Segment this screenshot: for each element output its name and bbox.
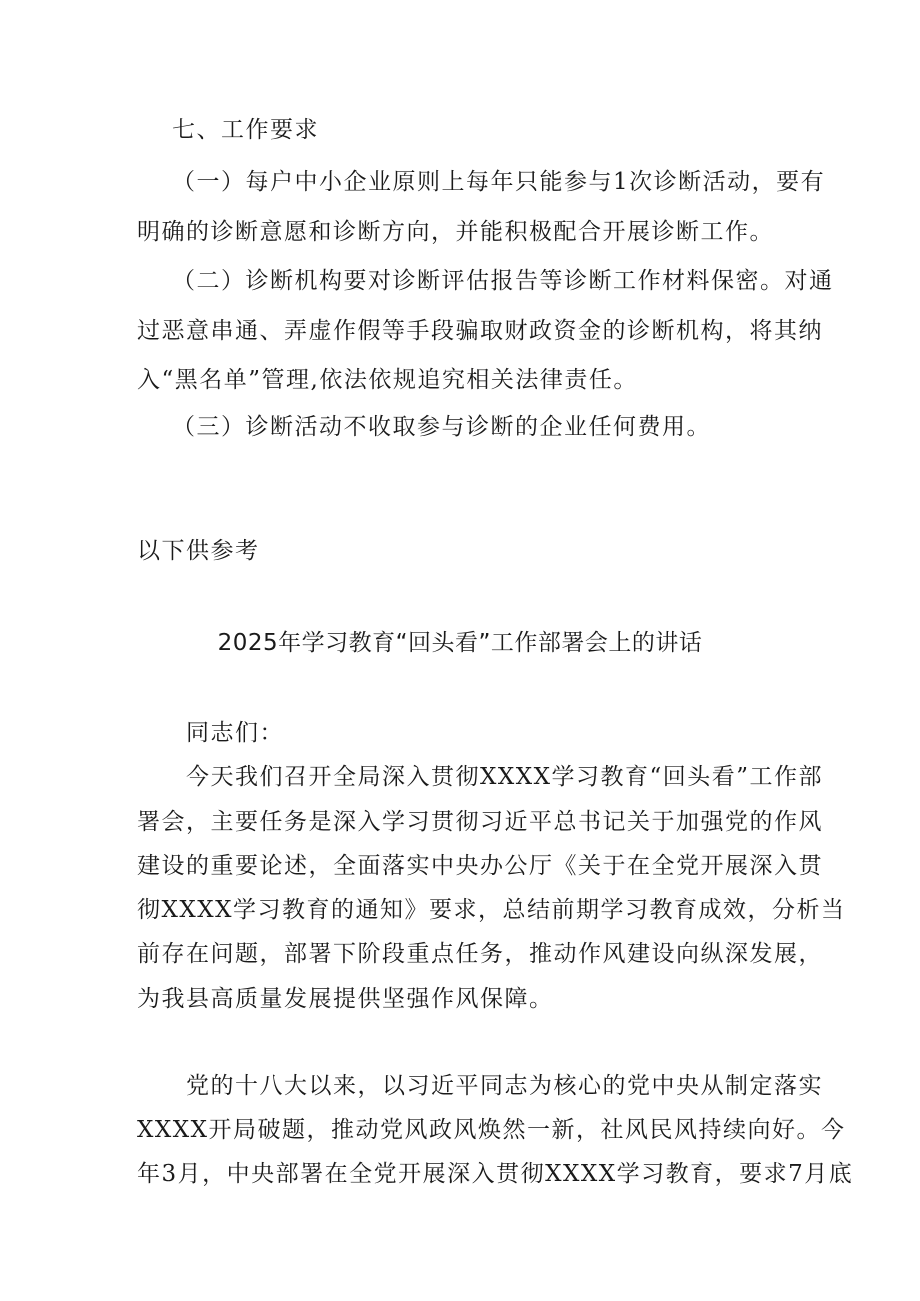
paragraph-line: （一）每户中小企业原则上每年只能参与1次诊断活动，要有 xyxy=(172,169,826,195)
paragraph-line: 明确的诊断意愿和诊断方向，并能积极配合开展诊断工作。 xyxy=(137,219,774,245)
section-heading: 七、工作要求 xyxy=(172,117,319,143)
paragraph-line: 过恶意串通、弄虚作假等手段骗取财政资金的诊断机构，将其纳 xyxy=(137,318,823,344)
paragraph-line: 署会，主要任务是深入学习贯彻习近平总书记关于加强党的作风 xyxy=(137,809,823,835)
paragraph-line: 入“黑名单”管理,依法依规追究相关法律责任。 xyxy=(137,367,638,393)
paragraph-line: 党的十八大以来，以习近平同志为核心的党中央从制定落实 xyxy=(186,1073,823,1099)
speech-title: 2025年学习教育“回头看”工作部署会上的讲话 xyxy=(217,630,703,656)
paragraph-line: 前存在问题，部署下阶段重点任务，推动作风建设向纵深发展， xyxy=(137,941,823,967)
paragraph-line: 彻XXXX学习教育的通知》要求，总结前期学习教育成效，分析当 xyxy=(137,897,846,923)
paragraph-line: XXXX开局破题，推动党风政风焕然一新，社风民风持续向好。今 xyxy=(137,1117,846,1143)
salutation: 同志们： xyxy=(186,720,284,746)
paragraph-line: 建设的重要论述，全面落实中央办公厅《关于在全党开展深入贯 xyxy=(137,853,823,879)
paragraph-line: （三）诊断活动不收取参与诊断的企业任何费用。 xyxy=(172,414,711,440)
paragraph-line: 年3月，中央部署在全党开展深入贯彻XXXX学习教育，要求7月底 xyxy=(137,1161,854,1187)
paragraph-line: （二）诊断机构要对诊断评估报告等诊断工作材料保密。对通 xyxy=(172,268,834,294)
reference-note: 以下供参考 xyxy=(137,538,260,564)
paragraph-line: 为我县高质量发展提供坚强作风保障。 xyxy=(137,986,554,1012)
paragraph-line: 今天我们召开全局深入贯彻XXXX学习教育“回头看”工作部 xyxy=(186,764,824,790)
